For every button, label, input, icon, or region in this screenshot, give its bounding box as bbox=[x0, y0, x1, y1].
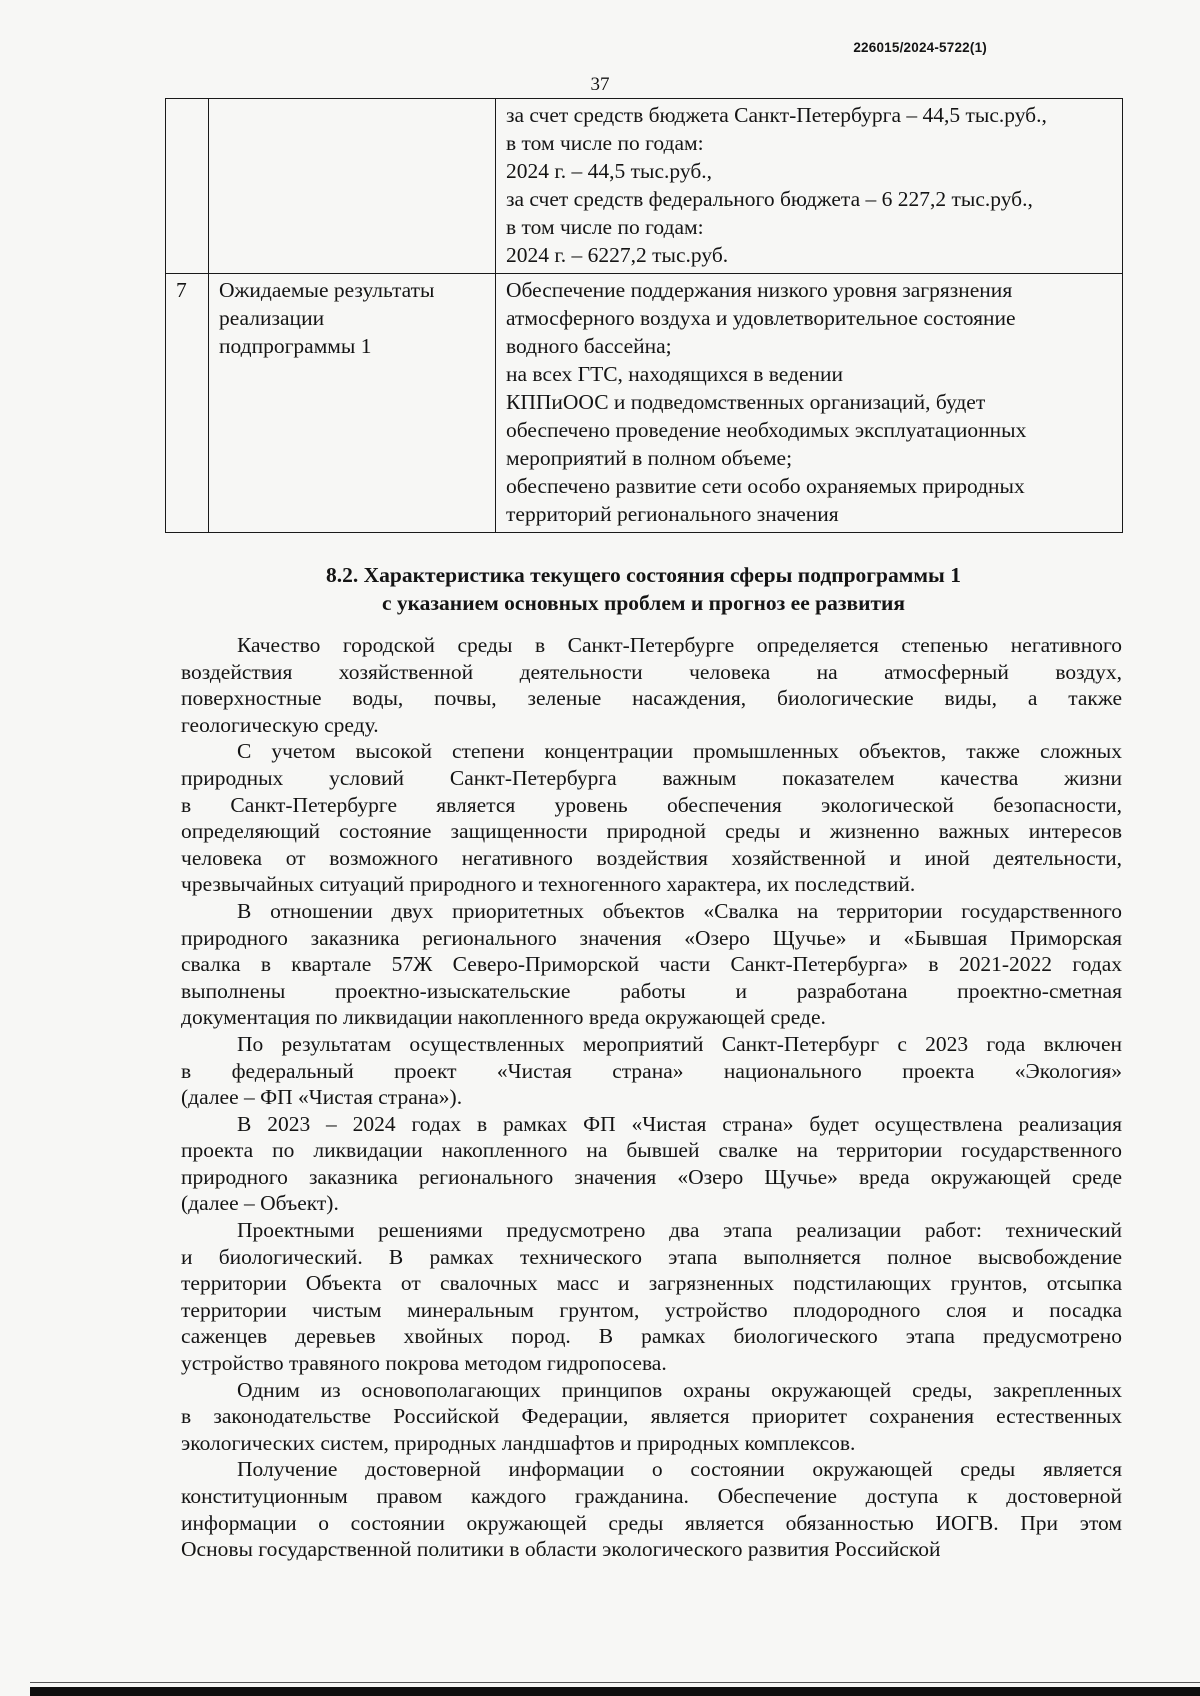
paragraph-line: В 2023 – 2024 годах в рамках ФП «Чистая страна» будет осуществлена реализация bbox=[237, 1111, 1122, 1136]
document-registration-number: 226015/2024-5722(1) bbox=[853, 40, 987, 55]
paragraph-line: устройство травяного покрова методом гидропосева. bbox=[181, 1351, 667, 1376]
content-line: на всех ГТС, находящихся в ведении bbox=[506, 362, 844, 386]
paragraph-line: территории чистым минеральным грунтом, устройство плодородного слоя и посадка bbox=[181, 1297, 1122, 1322]
paragraph bbox=[181, 1456, 1122, 1562]
paragraph-line: В отношении двух приоритетных объектов «Свалка на территории государственного bbox=[237, 898, 1122, 923]
content-line: обеспечено развитие сети особо охраняемых природных bbox=[506, 474, 1025, 498]
row-content-cell bbox=[496, 99, 1123, 274]
paragraph-line: природных условий Санкт-Петербурга важным показателем качества жизни bbox=[181, 765, 1122, 790]
paragraph-line: природного заказника регионального значения «Озеро Щучье» и «Бывшая Приморская bbox=[181, 925, 1122, 950]
paragraph-line: природного заказника регионального значения «Озеро Щучье» вреда окружающей среде bbox=[181, 1164, 1122, 1189]
paragraph bbox=[181, 632, 1122, 738]
paragraph bbox=[181, 1217, 1122, 1377]
row-number-cell bbox=[166, 99, 209, 274]
paragraph-line: выполнены проектно-изыскательские работы и разработана проектно-сметная bbox=[181, 978, 1122, 1003]
table-row bbox=[166, 99, 1123, 274]
paragraph-line: С учетом высокой степени концентрации промышленных объектов, также сложных bbox=[237, 739, 1122, 764]
paragraph bbox=[181, 738, 1122, 898]
paragraph-line: чрезвычайных ситуаций природного и техногенного характера, их последствий. bbox=[181, 872, 916, 897]
row-content-cell bbox=[496, 274, 1123, 533]
content-line: территорий регионального значения bbox=[506, 502, 839, 526]
paragraph-line: в Санкт-Петербурге является уровень обеспечения экологической безопасности, bbox=[181, 792, 1122, 817]
paragraph-line: и биологический. В рамках технического этапа выполняется полное высвобождение bbox=[181, 1244, 1122, 1269]
row-label-cell bbox=[209, 99, 496, 274]
paragraph bbox=[181, 1111, 1122, 1217]
content-line: за счет средств федерального бюджета – 6 227,2 тыс.руб., bbox=[506, 187, 1033, 211]
page-number: 37 bbox=[590, 74, 610, 95]
row-number-cell: 7 bbox=[166, 274, 209, 533]
content-line: 2024 г. – 6227,2 тыс.руб. bbox=[506, 243, 729, 267]
section-heading-line: с указанием основных проблем и прогноз ее развития bbox=[381, 591, 906, 615]
paragraph-line: Качество городской среды в Санкт-Петербурге определяется степенью негативного bbox=[237, 633, 1122, 657]
paragraph-line: Получение достоверной информации о состоянии окружающей среды является bbox=[237, 1457, 1122, 1482]
content-line: обеспечено проведение необходимых эксплуатационных bbox=[506, 418, 1027, 442]
paragraph bbox=[181, 1031, 1122, 1111]
body-text bbox=[181, 632, 1122, 1563]
paragraph-line: конституционным правом каждого гражданина. Обеспечение доступа к достоверной bbox=[181, 1484, 1122, 1508]
paragraph-line: поверхностные воды, почвы, зеленые насаждения, биологические виды, а также bbox=[181, 686, 1122, 711]
paragraph-line: в законодательстве Российской Федерации, является приоритет сохранения естественных bbox=[181, 1404, 1122, 1429]
content-line: атмосферного воздуха и удовлетворительное состояние bbox=[506, 306, 1016, 330]
paragraph bbox=[181, 1377, 1122, 1457]
paragraph-line: человека от возможного негативного воздействия хозяйственной и иной деятельности, bbox=[181, 845, 1122, 870]
content-line: в том числе по годам: bbox=[506, 131, 704, 155]
paragraph-line: саженцев деревьев хвойных пород. В рамках биологического этапа предусмотрено bbox=[181, 1324, 1122, 1349]
section-heading-line: 8.2. Характеристика текущего состояния сферы подпрограммы 1 bbox=[326, 563, 961, 587]
scan-edge-line bbox=[30, 1682, 1200, 1683]
paragraph-line: определяющий состояние защищенности природной среды и жизненно важных интересов bbox=[181, 819, 1122, 844]
paragraph-line: (далее – ФП «Чистая страна»). bbox=[181, 1085, 463, 1110]
table-row bbox=[166, 274, 1123, 533]
paragraph-line: проекта по ликвидации накопленного на бывшей свалке на территории государственного bbox=[181, 1138, 1122, 1163]
paragraph-line: Одним из основополагающих принципов охраны окружающей среды, закрепленных bbox=[237, 1377, 1122, 1402]
paragraph-line: (далее – Объект). bbox=[181, 1191, 339, 1216]
subprogram-passport-table bbox=[165, 98, 1123, 533]
label-line: подпрограммы 1 bbox=[219, 334, 372, 358]
row-label-cell bbox=[209, 274, 496, 533]
content-line: водного бассейна; bbox=[506, 334, 672, 358]
content-line: КППиООС и подведомственных организаций, будет bbox=[506, 390, 986, 414]
content-line: Обеспечение поддержания низкого уровня загрязнения bbox=[506, 278, 1013, 302]
content-line: мероприятий в полном объеме; bbox=[506, 446, 793, 470]
paragraph-line: По результатам осуществленных мероприятий Санкт-Петербург с 2023 года включен bbox=[237, 1031, 1122, 1056]
label-line: Ожидаемые результаты bbox=[219, 278, 435, 302]
paragraph-line: свалка в квартале 57Ж Северо-Приморской части Санкт-Петербурга» в 2021-2022 годах bbox=[181, 952, 1122, 977]
label-line: реализации bbox=[219, 306, 325, 330]
paragraph-line: в федеральный проект «Чистая страна» национального проекта «Экология» bbox=[181, 1058, 1122, 1083]
paragraph-line: Проектными решениями предусмотрено два этапа реализации работ: технический bbox=[237, 1218, 1122, 1243]
section-heading bbox=[165, 561, 1122, 617]
paragraph bbox=[181, 898, 1122, 1031]
paragraph-line: территории Объекта от свалочных масс и загрязненных подстилающих грунтов, отсыпка bbox=[181, 1271, 1122, 1296]
paragraph-line: Основы государственной политики в области экологического развития Российской bbox=[181, 1537, 941, 1562]
scan-edge-bar bbox=[30, 1687, 1200, 1696]
content-line: за счет средств бюджета Санкт-Петербурга – 44,5 тыс.руб., bbox=[506, 103, 1047, 127]
content-line: в том числе по годам: bbox=[506, 215, 704, 239]
paragraph-line: информации о состоянии окружающей среды является обязанностью ИОГВ. При этом bbox=[181, 1510, 1122, 1535]
paragraph-line: геологическую среду. bbox=[181, 712, 379, 737]
paragraph-line: документация по ликвидации накопленного вреда окружающей среде. bbox=[181, 1005, 826, 1030]
paragraph-line: воздействия хозяйственной деятельности человека на атмосферный воздух, bbox=[181, 659, 1122, 684]
paragraph-line: экологических систем, природных ландшафтов и природных комплексов. bbox=[181, 1430, 856, 1455]
content-line: 2024 г. – 44,5 тыс.руб., bbox=[506, 159, 713, 183]
